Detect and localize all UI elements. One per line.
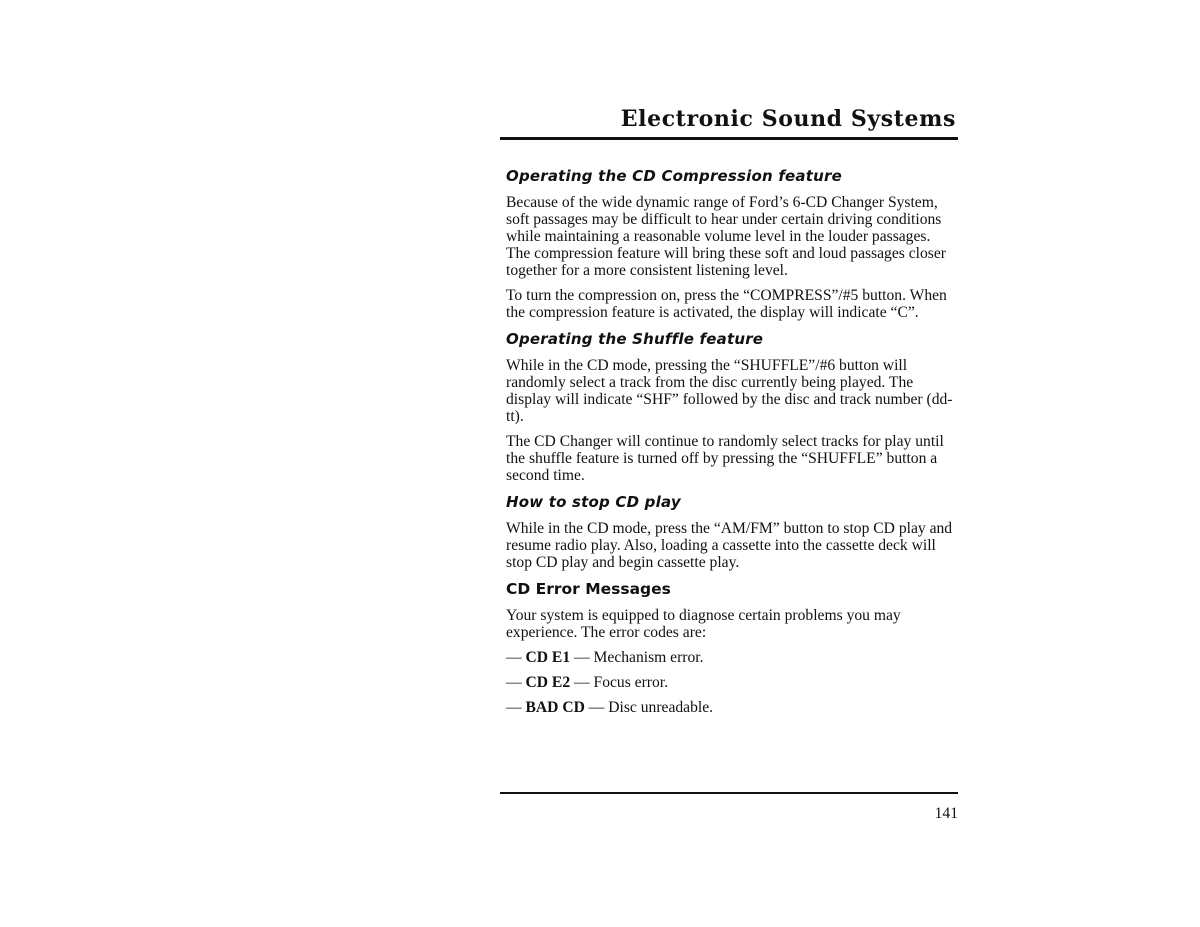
compression-paragraph-2: To turn the compression on, press the “COMPRESS”/#5 button. When the compression feature is activated, the display will indicate “C”. (506, 287, 947, 321)
page-title: Electronic Sound Systems (620, 106, 956, 132)
header-rule (500, 137, 958, 140)
shuffle-paragraph-1: While in the CD mode, pressing the “SHUFFLE”/#6 button will randomly select a track from the disc currently being played. The display will indicate “SHF” followed by the disc and track number (dd-tt). (506, 357, 953, 425)
error-messages-intro: Your system is equipped to diagnose certain problems you may experience. The error codes are: (506, 607, 901, 641)
footer-rule (500, 792, 958, 794)
error-separator: — (588, 699, 605, 716)
error-description: Focus error. (593, 674, 669, 691)
stop-cd-paragraph: While in the CD mode, press the “AM/FM” button to stop CD play and resume radio play. Also, loading a cassette into the cassette deck will stop CD play and begin cassette play. (506, 520, 953, 571)
compression-paragraph-1: Because of the wide dynamic range of Ford’s 6-CD Changer System, soft passages may be difficult to hear under certain driving conditions while maintaining a reasonable volume level in the louder passages. The compression feature will bring these soft and loud passages closer together for a more consistent listening level. (506, 194, 946, 279)
error-separator: — (574, 674, 590, 691)
error-description: Disc unreadable. (608, 699, 714, 716)
page-number: 141 (934, 805, 958, 822)
shuffle-paragraph-2: The CD Changer will continue to randomly select tracks for play until the shuffle feature is turned off by pressing the “SHUFFLE” button a second time. (506, 433, 944, 484)
page-header (500, 104, 958, 140)
page-content (506, 166, 958, 724)
error-item-bad-cd (506, 699, 958, 716)
compression-heading: Operating the CD Compression feature (506, 167, 842, 185)
error-code: BAD CD (525, 699, 585, 716)
error-dash: — (506, 699, 522, 716)
error-dash: — (506, 649, 522, 666)
error-description: Mechanism error. (593, 649, 704, 666)
error-item-cd-e1 (506, 649, 958, 666)
error-item-cd-e2 (506, 674, 958, 691)
shuffle-heading: Operating the Shuffle feature (506, 330, 764, 348)
stop-cd-heading: How to stop CD play (506, 493, 681, 511)
error-code: CD E1 (525, 649, 571, 666)
error-messages-heading: CD Error Messages (506, 580, 671, 598)
error-dash: — (506, 674, 522, 691)
error-separator: — (574, 649, 590, 666)
error-code: CD E2 (525, 674, 571, 691)
